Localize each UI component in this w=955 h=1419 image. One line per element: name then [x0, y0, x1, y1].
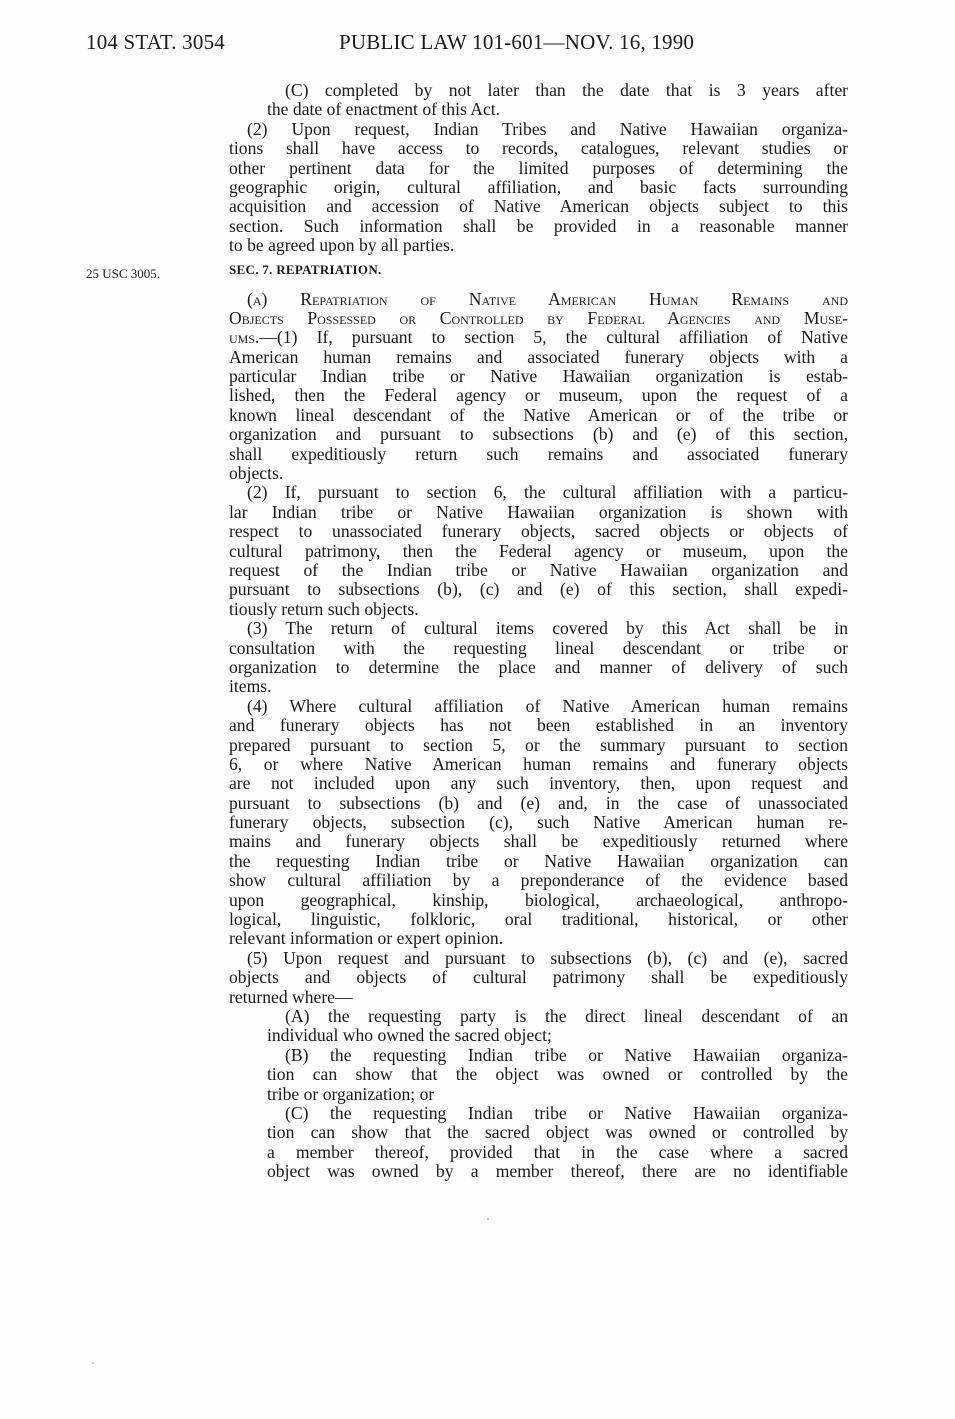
- public-law-title: PUBLIC LAW 101-601—NOV. 16, 1990: [339, 30, 695, 54]
- text-line: geographic origin, cultural affiliation, and basic facts surrounding: [229, 176, 848, 197]
- scan-speck: [92, 1362, 94, 1364]
- text-line: returned where—: [229, 986, 353, 1007]
- text-line: lar Indian tribe or Native Hawaiian organization is shown with: [229, 501, 848, 522]
- text-line: organization to determine the place and manner of delivery of such: [229, 656, 848, 677]
- text-line: funerary objects, subsection (c), such Native American human re-: [229, 812, 848, 833]
- text-line: and funerary objects has not been established in an inventory: [229, 715, 848, 736]
- text-line: tion can show that the object was owned or controlled by the: [267, 1064, 848, 1085]
- text-line: the date of enactment of this Act.: [267, 99, 501, 120]
- text-line: (C) the requesting Indian tribe or Native Hawaiian organiza-: [285, 1102, 848, 1123]
- text-line: 6, or where Native American human remains and funerary objects: [229, 753, 848, 774]
- text-line: [229, 328, 848, 347]
- text-line: request of the Indian tribe or Native Hawaiian organization and: [229, 559, 848, 580]
- margin-citation: 25 USC 3005.: [86, 266, 161, 281]
- text-line: a member thereof, provided that in the case where a sacred: [267, 1141, 848, 1162]
- text-line: individual who owned the sacred object;: [267, 1025, 552, 1046]
- text-line: respect to unassociated funerary objects, sacred objects or objects of: [229, 521, 848, 542]
- statute-body: [229, 81, 848, 1181]
- text-line: section. Such information shall be provided in a reasonable manner: [229, 215, 848, 236]
- text-line: (2) If, pursuant to section 6, the cultural affiliation with a particu-: [247, 482, 848, 503]
- text-line: upon geographical, kinship, biological, archaeological, anthropo-: [229, 889, 848, 910]
- text-line: mains and funerary objects shall be expeditiously returned where: [229, 831, 848, 852]
- text-line: objects and objects of cultural patrimony shall be expeditiously: [229, 967, 848, 988]
- text-line: other pertinent data for the limited purposes of determining the: [229, 157, 848, 178]
- text-line: (3) The return of cultural items covered by this Act shall be in: [247, 618, 848, 639]
- text-line: objects.: [229, 463, 284, 484]
- text-line: American human remains and associated funerary objects with a: [229, 346, 848, 367]
- text-line: tiously return such objects.: [229, 598, 419, 619]
- subsection-heading-end: ums.: [229, 327, 260, 348]
- page-header: [86, 30, 786, 60]
- text-line: tribe or organization; or: [267, 1083, 435, 1104]
- text-line: consultation with the requesting lineal descendant or tribe or: [229, 637, 848, 658]
- text-line: relevant information or expert opinion.: [229, 928, 504, 949]
- text-line: pursuant to subsections (b) and (e) and, in the case of unassociated: [229, 792, 848, 813]
- text-line: cultural patrimony, then the Federal agency or museum, upon the: [229, 540, 848, 561]
- text-line: (B) the requesting Indian tribe or Native Hawaiian organiza-: [285, 1044, 848, 1065]
- text-line: known lineal descendant of the Native American or of the tribe or: [229, 404, 848, 425]
- section-heading: SEC. 7. REPATRIATION.: [229, 261, 382, 277]
- text-line: object was owned by a member thereof, there are no identifiable: [267, 1161, 848, 1182]
- text-line: (2) Upon request, Indian Tribes and Native Hawaiian organiza-: [247, 118, 848, 139]
- text-line: pursuant to subsections (b), (c) and (e) of this section, shall expedi-: [229, 579, 848, 600]
- text-line: (4) Where cultural affiliation of Native American human remains: [247, 695, 848, 716]
- text-line: prepared pursuant to section 5, or the summary pursuant to section: [229, 734, 848, 755]
- scan-speck: [487, 1218, 489, 1220]
- subsection-heading-line: (a) Repatriation of Native American Human Remains and: [247, 288, 848, 309]
- text-line: acquisition and accession of Native American objects subject to this: [229, 196, 848, 217]
- text-line: shall expeditiously return such remains and associated funerary: [229, 443, 848, 464]
- text-line: particular Indian tribe or Native Hawaiian organization is estab-: [229, 366, 848, 387]
- subsection-heading-line: Objects Possessed or Controlled by Federal Agencies and Muse-: [229, 307, 848, 328]
- text-line: logical, linguistic, folkloric, oral traditional, historical, or other: [229, 909, 848, 930]
- text-line: tion can show that the sacred object was owned or controlled by: [267, 1122, 848, 1143]
- text-line: (A) the requesting party is the direct lineal descendant of an: [285, 1005, 848, 1026]
- text-line: tions shall have access to records, catalogues, relevant studies or: [229, 138, 848, 159]
- text-line: items.: [229, 676, 272, 697]
- statute-reference: 104 STAT. 3054: [86, 30, 225, 54]
- text-line: are not included upon any such inventory, then, upon request and: [229, 773, 848, 794]
- text-line-rest: —(1) If, pursuant to section 5, the cultural affiliation of Native: [259, 327, 848, 348]
- text-line: organization and pursuant to subsections (b) and (e) of this section,: [229, 424, 848, 445]
- text-line: show cultural affiliation by a preponderance of the evidence based: [229, 870, 848, 891]
- text-line: (C) completed by not later than the date that is 3 years after: [285, 80, 848, 100]
- text-line: the requesting Indian tribe or Native Hawaiian organization can: [229, 850, 848, 871]
- text-line: (5) Upon request and pursuant to subsections (b), (c) and (e), sacred: [247, 947, 848, 968]
- text-line: lished, then the Federal agency or museum, upon the request of a: [229, 385, 848, 406]
- text-line: to be agreed upon by all parties.: [229, 235, 455, 256]
